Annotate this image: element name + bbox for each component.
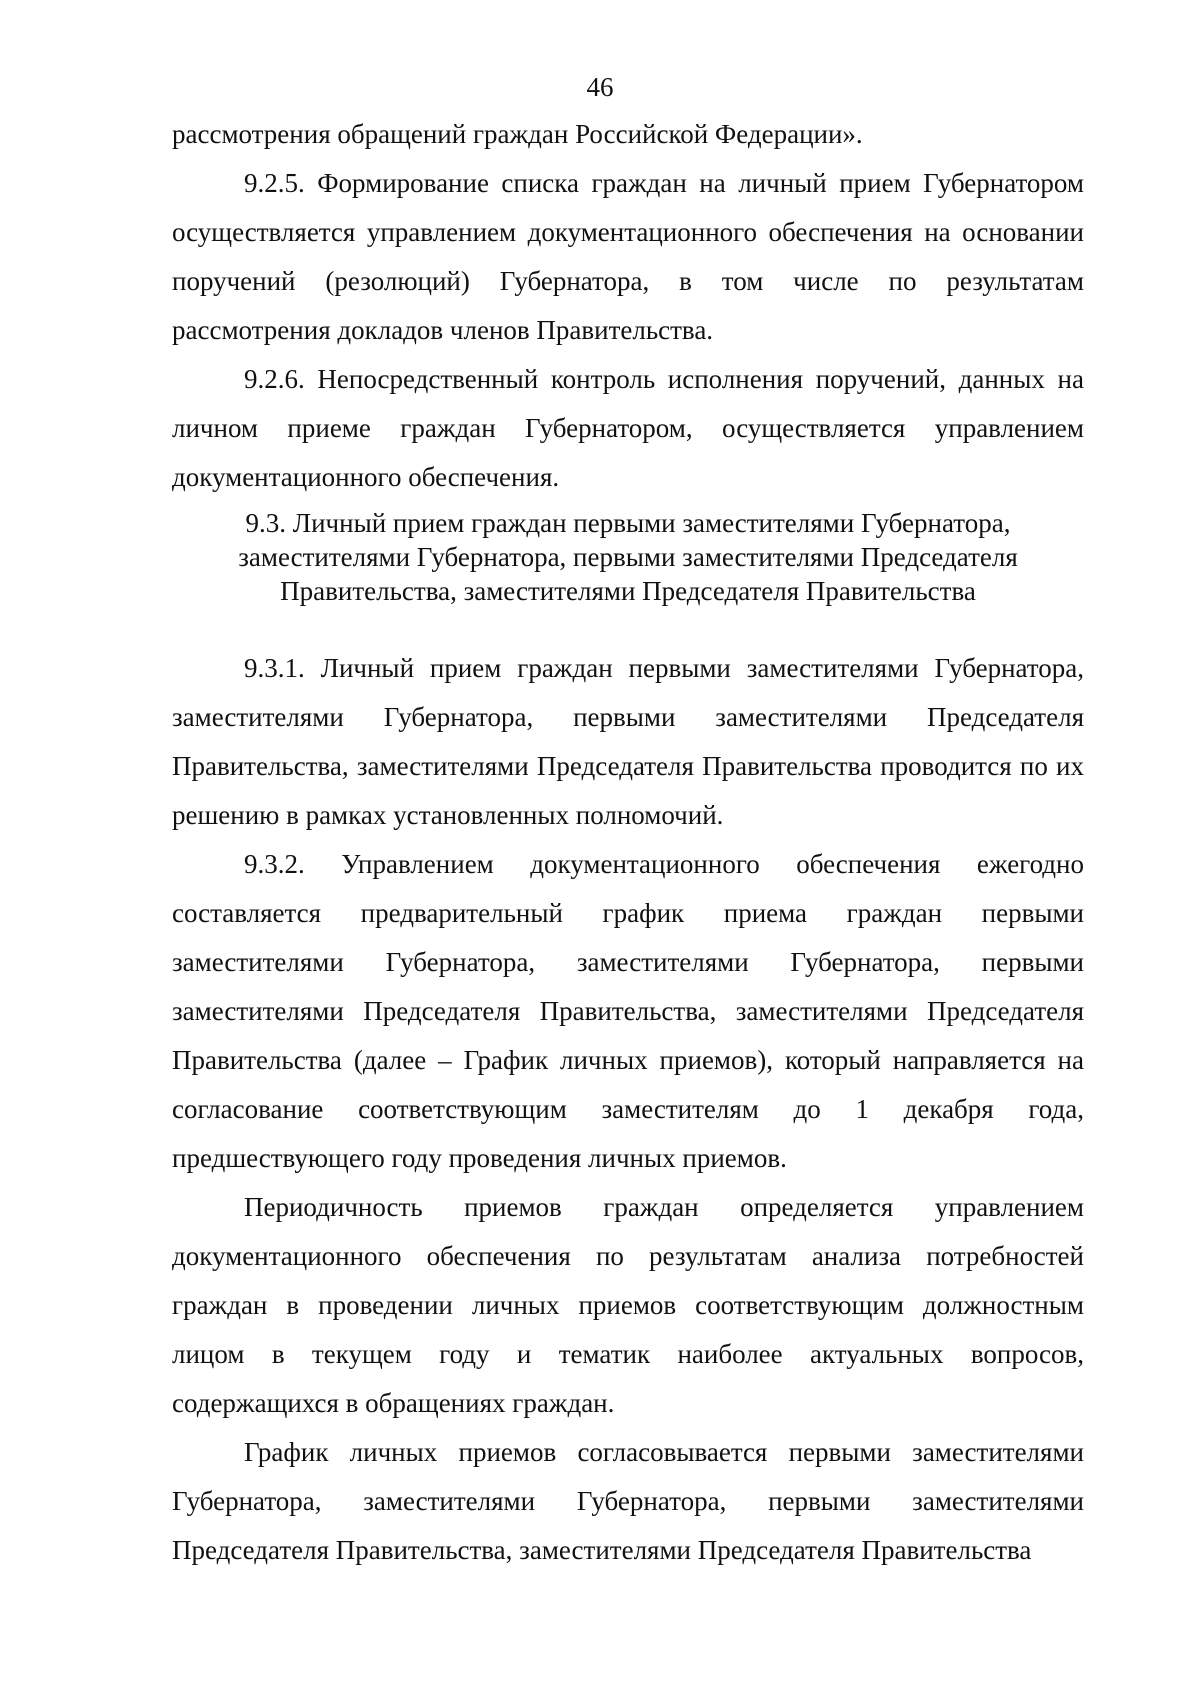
section-heading-line-2: заместителями Губернатора, первыми заместителями Председателя [238,542,1018,572]
section-heading-line-1: 9.3. Личный прием граждан первыми заместителями Губернатора, [245,508,1011,538]
page-number: 46 [586,72,614,102]
section-heading-line-3: Правительства, заместителями Председателя Правительства [280,576,976,606]
paragraph-periodicity: Периодичность приемов граждан определяется управлением документационного обеспечения по результатам анализа потребностей граждан в проведении личных приемов соответствующим должностным лицом в текущем году и тематик наиболее актуальных вопросов, содержащихся в обращениях граждан. [172,1192,1084,1418]
section-heading-9-3 [172,506,1084,608]
paragraph-9-3-1: 9.3.1. Личный прием граждан первыми заместителями Губернатора, заместителями Губернатора, первыми заместителями Председателя Правительства, заместителями Председателя Правительства проводится по их решению в рамках установленных полномочий. [172,653,1084,830]
document-body [172,110,1084,1575]
paragraph-continuation: рассмотрения обращений граждан Российской Федерации». [172,119,863,149]
paragraph-9-2-5: 9.2.5. Формирование списка граждан на личный прием Губернатором осуществляется управлением документационного обеспечения на основании поручений (резолюций) Губернатора, в том числе по результатам рассмотрения докладов членов Правительства. [172,168,1084,345]
paragraph-schedule-approval: График личных приемов согласовывается первыми заместителями Губернатора, заместителями Губернатора, первыми заместителями Председателя Правительства, заместителями Председателя Правительства [172,1437,1084,1565]
paragraph-9-2-6: 9.2.6. Непосредственный контроль исполнения поручений, данных на личном приеме граждан Губернатором, осуществляется управлением документационного обеспечения. [172,364,1084,492]
paragraph-9-3-2: 9.3.2. Управлением документационного обеспечения ежегодно составляется предварительный график приема граждан первыми заместителями Губернатора, заместителями Губернатора, первыми заместителями Председателя Правительства, заместителями Председателя Правительства (далее – График личных приемов), который направляется на согласование соответствующим заместителям до 1 декабря года, предшествующего году проведения личных приемов. [172,849,1084,1173]
